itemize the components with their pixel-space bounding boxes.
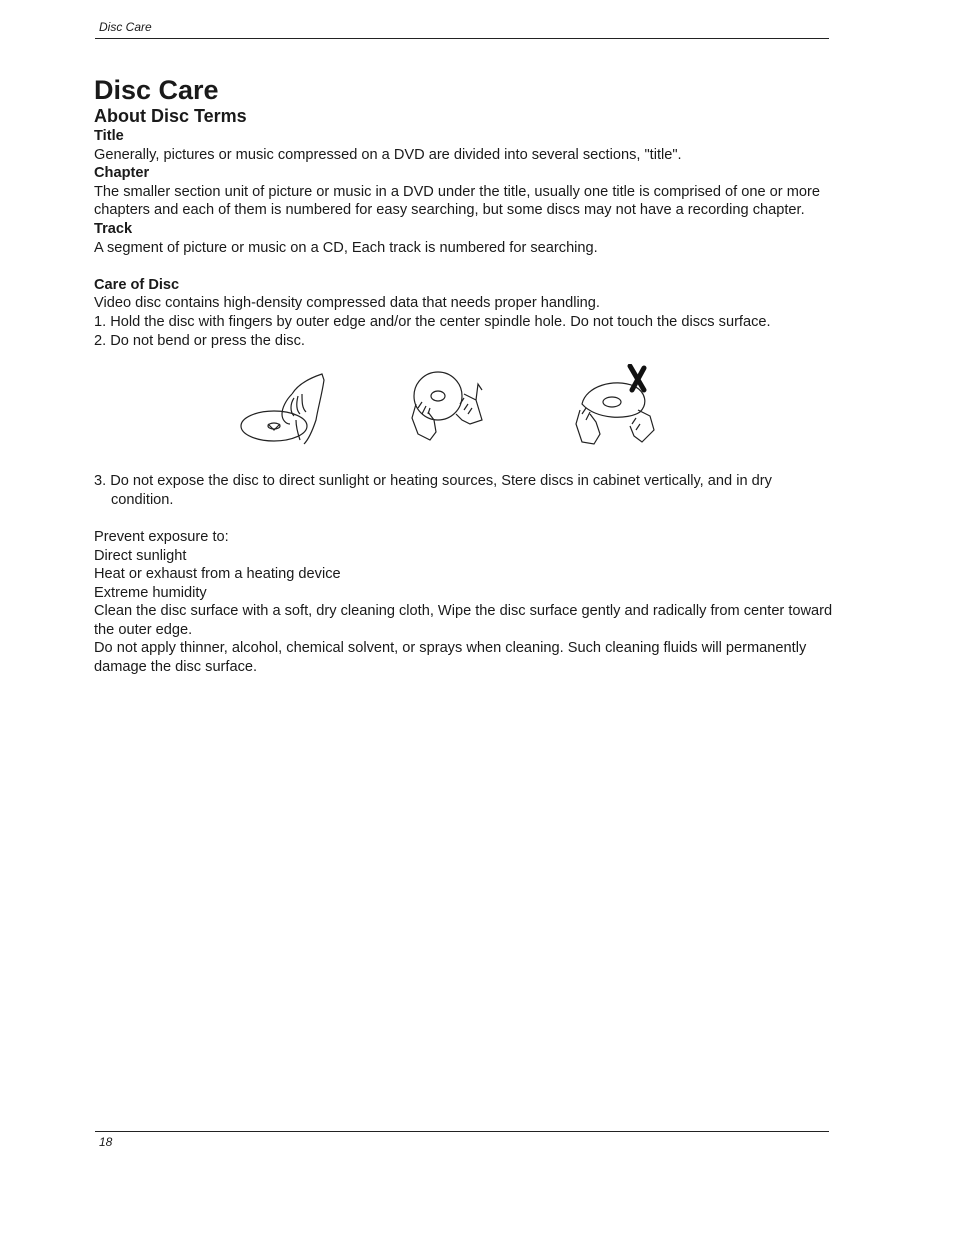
cleaning-warning: Do not apply thinner, alcohol, chemical solvent, or sprays when cleaning. Such cleaning fluids will permanently damage the disc surface. bbox=[94, 640, 807, 676]
section-heading-care: Care of Disc bbox=[94, 276, 180, 293]
term-heading-chapter: Chapter bbox=[94, 165, 150, 182]
term-heading-title: Title bbox=[94, 128, 124, 144]
spacer bbox=[94, 257, 834, 276]
footer-rule bbox=[95, 1131, 829, 1132]
header-rule bbox=[95, 38, 829, 39]
hold-disc-edges-illustration bbox=[406, 364, 506, 454]
disc-handling-illustrations bbox=[94, 354, 834, 466]
section-heading-disc-terms: About Disc Terms bbox=[94, 106, 247, 126]
term-text-chapter: The smaller section unit of picture or music in a DVD under the title, usually one title is comprised of one or more chapters and each of them is numbered for easy searching, but some discs may not have a recording chapter. bbox=[94, 183, 820, 219]
page-content bbox=[94, 74, 834, 677]
care-intro: Video disc contains high-density compressed data that needs proper handling. bbox=[94, 295, 600, 312]
running-header: Disc Care bbox=[99, 20, 152, 34]
bend-disc-illustration bbox=[574, 364, 674, 454]
term-text-track: A segment of picture or music on a CD, Each track is numbered for searching. bbox=[94, 239, 598, 256]
care-item-1: 1. Hold the disc with fingers by outer edge and/or the center spindle hole. Do not touch the discs surface. bbox=[94, 313, 771, 330]
prevent-item-sunlight: Direct sunlight bbox=[94, 547, 187, 564]
prevent-item-heat: Heat or exhaust from a heating device bbox=[94, 566, 341, 583]
hold-disc-illustration bbox=[238, 364, 338, 454]
page-number: 18 bbox=[99, 1135, 113, 1149]
spacer bbox=[94, 509, 834, 528]
x-mark-icon bbox=[630, 366, 644, 390]
term-heading-track: Track bbox=[94, 220, 133, 237]
page-title: Disc Care bbox=[94, 75, 219, 105]
care-item-3: 3. Do not expose the disc to direct sunlight or heating sources, Stere discs in cabinet vertically, and in dry condition. bbox=[94, 473, 772, 508]
care-item-2: 2. Do not bend or press the disc. bbox=[94, 332, 305, 349]
prevent-intro: Prevent exposure to: bbox=[94, 528, 229, 545]
cleaning-instructions: Clean the disc surface with a soft, dry cleaning cloth, Wipe the disc surface gently and radically from center toward the outer edge. bbox=[94, 603, 833, 638]
prevent-item-humidity: Extreme humidity bbox=[94, 584, 207, 601]
term-text-title: Generally, pictures or music compressed on a DVD are divided into several sections, "title". bbox=[94, 146, 682, 163]
